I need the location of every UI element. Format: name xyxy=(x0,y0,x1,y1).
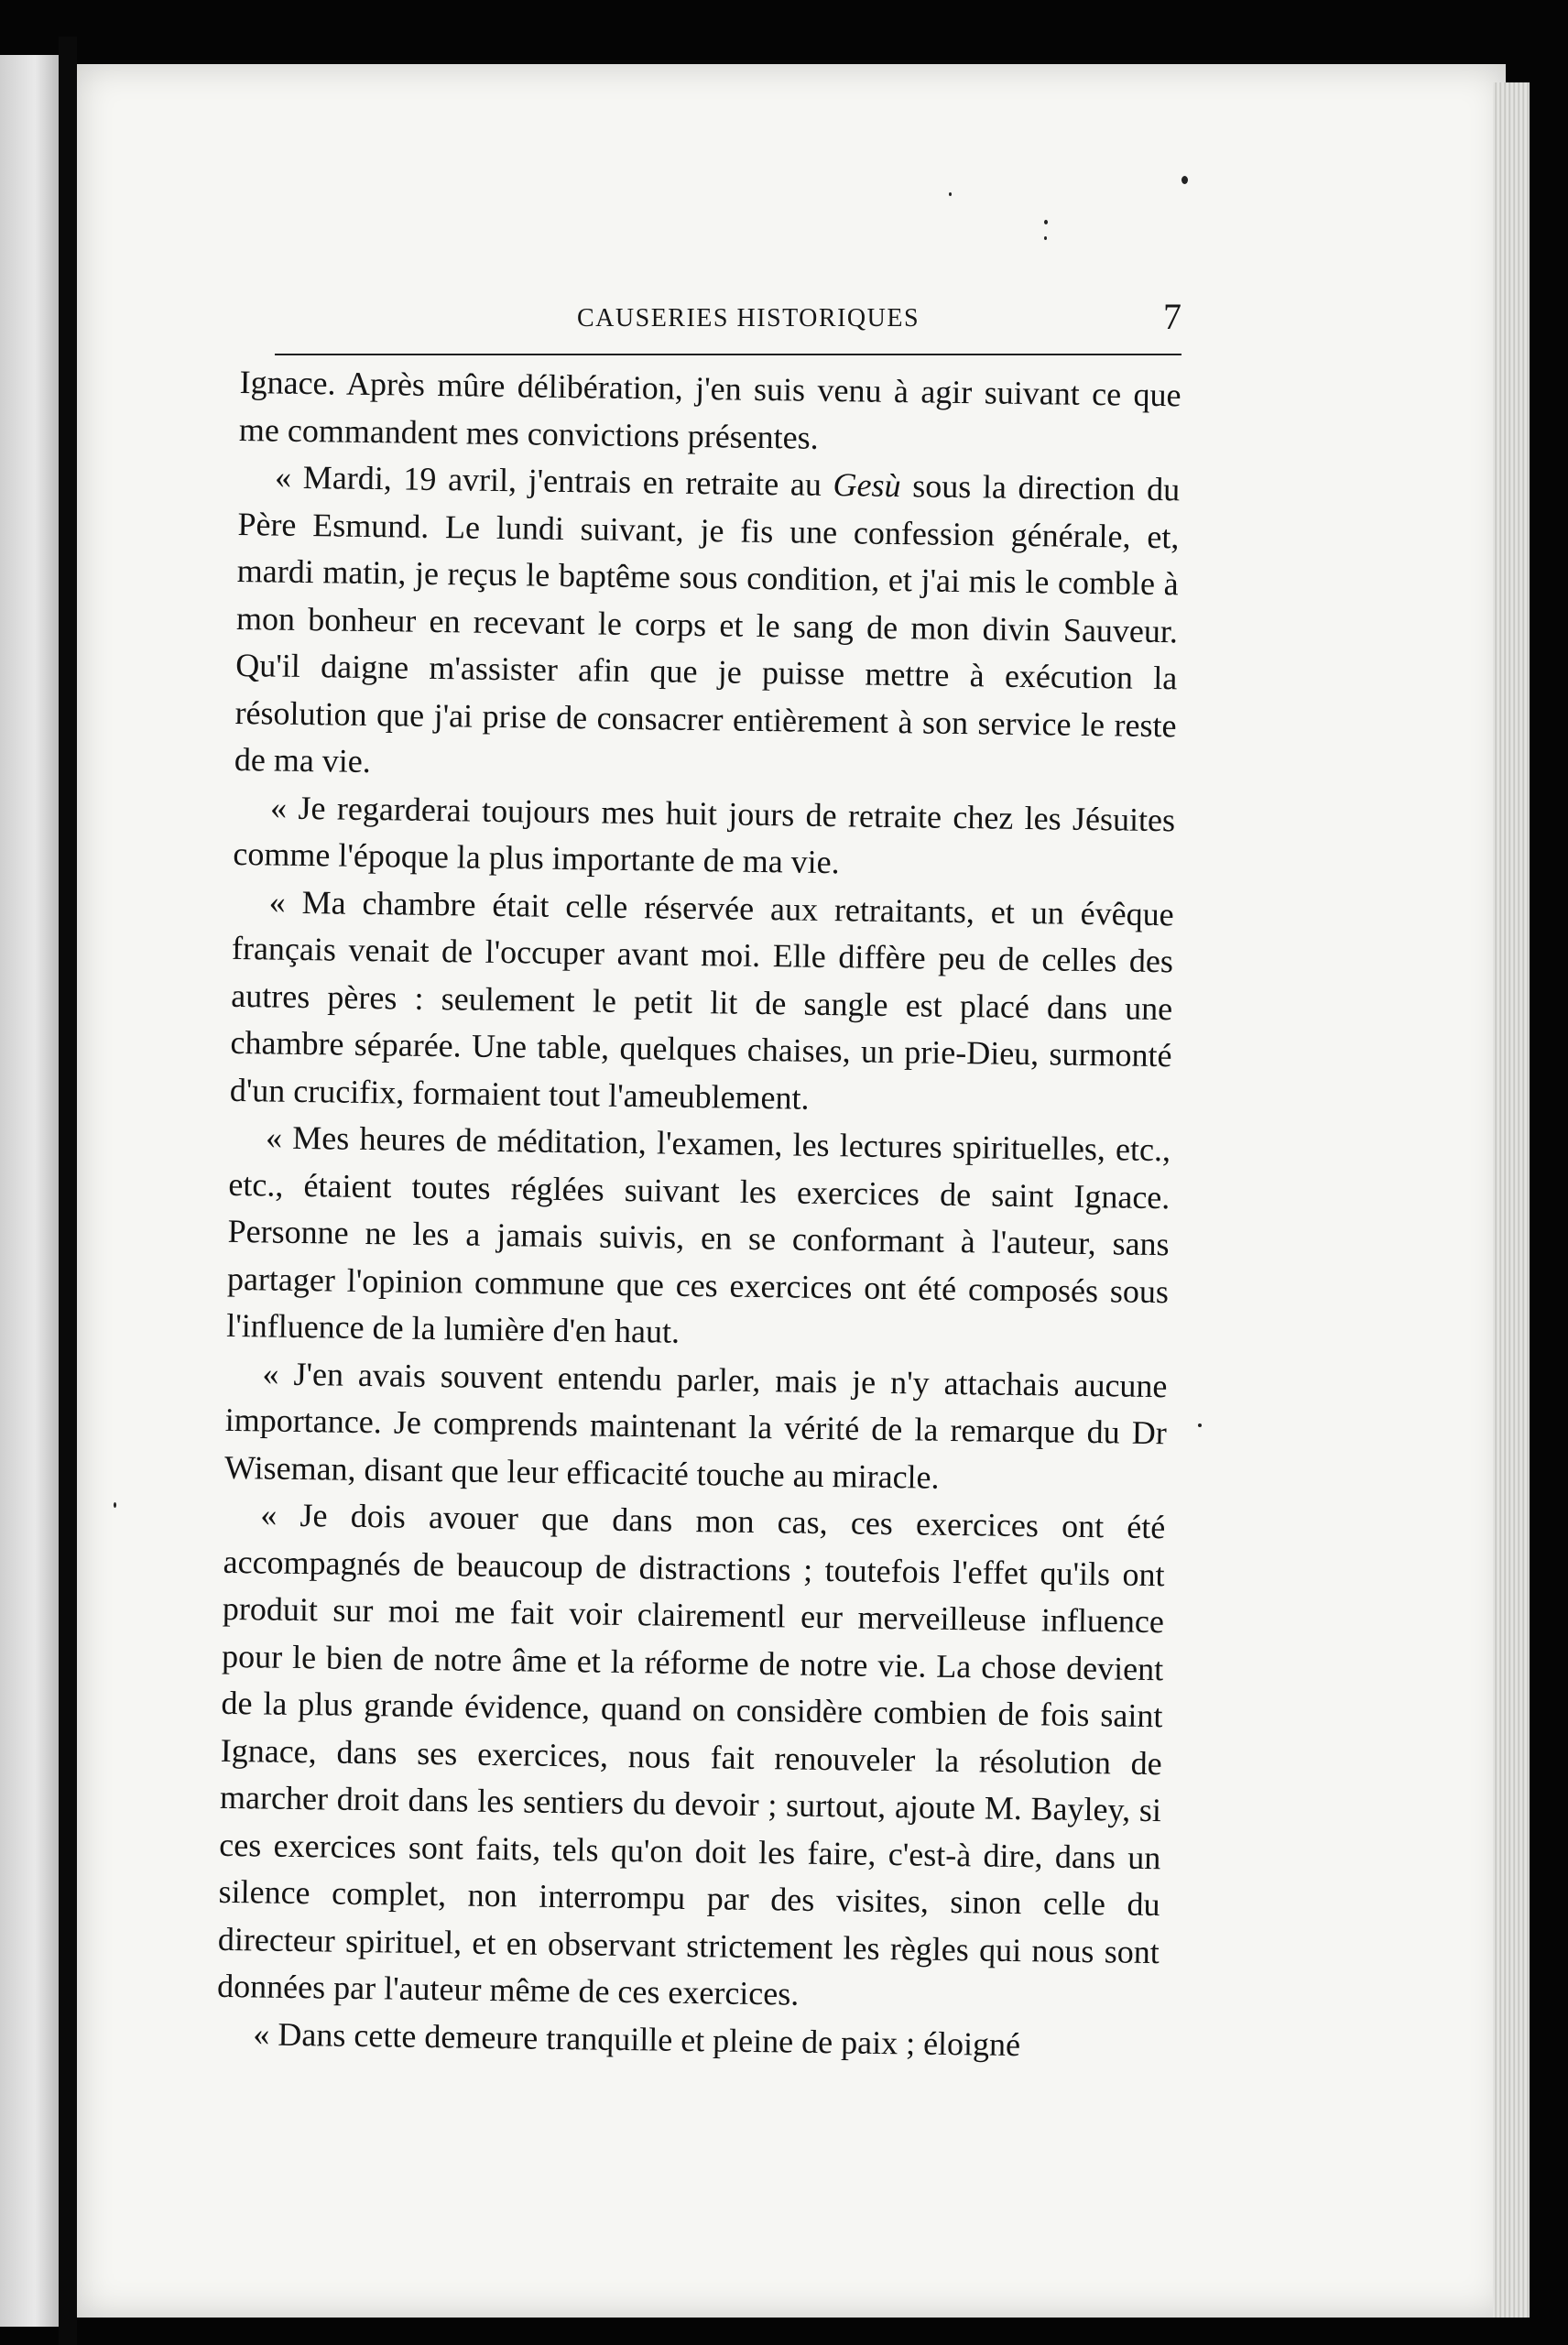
text-run: sous la direction du Père Esmund. Le lundi suivant, je fis une confession générale, et, mardi matin, je reçus le baptême sous condition, et j'ai mis le comble à mon bonheur en recevant le corps et le sang de mon divin Sauveur. Qu'il daigne m'assister afin que je puisse mettre à exécution la résolution que j'ai prise de consacrer entièrement à son service le reste de ma vie. xyxy=(234,467,1181,780)
scan-speck xyxy=(1044,220,1048,224)
running-header xyxy=(275,296,1181,348)
paragraph: « Dans cette demeure tranquille et pleine de paix ; éloigné xyxy=(253,2014,1021,2063)
scan-speck xyxy=(949,192,952,196)
page-number: 7 xyxy=(1163,296,1181,337)
scan-speck xyxy=(1044,236,1047,240)
header-rule xyxy=(275,354,1181,355)
paragraph: « Je dois avouer que dans mon cas, ces exercices ont été accompagnés de beaucoup de distractions ; toutefois l'effet qu'ils ont produit sur moi me fait voir clairementl eur merveilleuse influence pour le bien de notre âme et la réforme de notre vie. La chose devient de la plus grande évidence, quand on considère combien de fois saint Ignace, dans ses exercices, nous fait renouveler la résolution de marcher droit dans les sentiers du devoir ; surtout, ajoute M. Bayley, si ces exercices sont faits, tels qu'on doit les faire, c'est-à dire, dans un silence complet, non interrompu par des visites, sinon celle du directeur spirituel, et en observant strictement les règles qui nous sont données par l'auteur même de ces exercices. xyxy=(216,1496,1166,2012)
scan-speck xyxy=(114,1502,116,1508)
book-gutter xyxy=(59,37,77,2345)
scan-speck xyxy=(1181,176,1188,184)
paragraph: « Mes heures de méditation, l'examen, les lectures spirituelles, etc., etc., étaient toutes réglées suivant les exercices de saint Ignace. Personne ne les a jamais suivis, en se conformant à l'auteur, sans partager l'opinion commune que ces exercices ont été composés sous l'influence de la lumière d'en haut. xyxy=(225,1118,1171,1350)
page-fore-edge xyxy=(1493,82,1530,2318)
paragraph: « J'en avais souvent entendu parler, mais je n'y attachais aucune importance. Je comprends maintenant la vérité de la remarque du Dr Wiseman, disant que leur efficacité touche au miracle. xyxy=(223,1354,1168,1496)
paragraph xyxy=(234,453,1181,797)
italic-word: Gesù xyxy=(833,466,901,505)
scan-speck xyxy=(1198,1423,1202,1427)
paragraph: Ignace. Après mûre délibération, j'en suis venu à agir suivant ce que me commandent mes convictions présentes. xyxy=(238,363,1181,456)
body-text xyxy=(216,359,1181,2070)
left-page-edge xyxy=(0,55,59,2327)
running-title: CAUSERIES HISTORIQUES xyxy=(577,304,920,333)
paragraph: « Ma chambre était celle réservée aux retraitants, et un évêque français venait de l'occuper avant moi. Elle diffère peu de celles des autres pères : seulement le petit lit de sangle est placé dans une chambre séparée. Une table, quelques chaises, un prie-Dieu, surmonté d'un crucifix, formaient tout l'ameublement. xyxy=(229,883,1174,1117)
text-run: « Mardi, 19 avril, j'entrais en retraite au xyxy=(274,458,833,504)
paragraph: « Je regarderai toujours mes huit jours de retraite chez les Jésuites comme l'époque la plus importante de ma vie. xyxy=(233,789,1176,881)
